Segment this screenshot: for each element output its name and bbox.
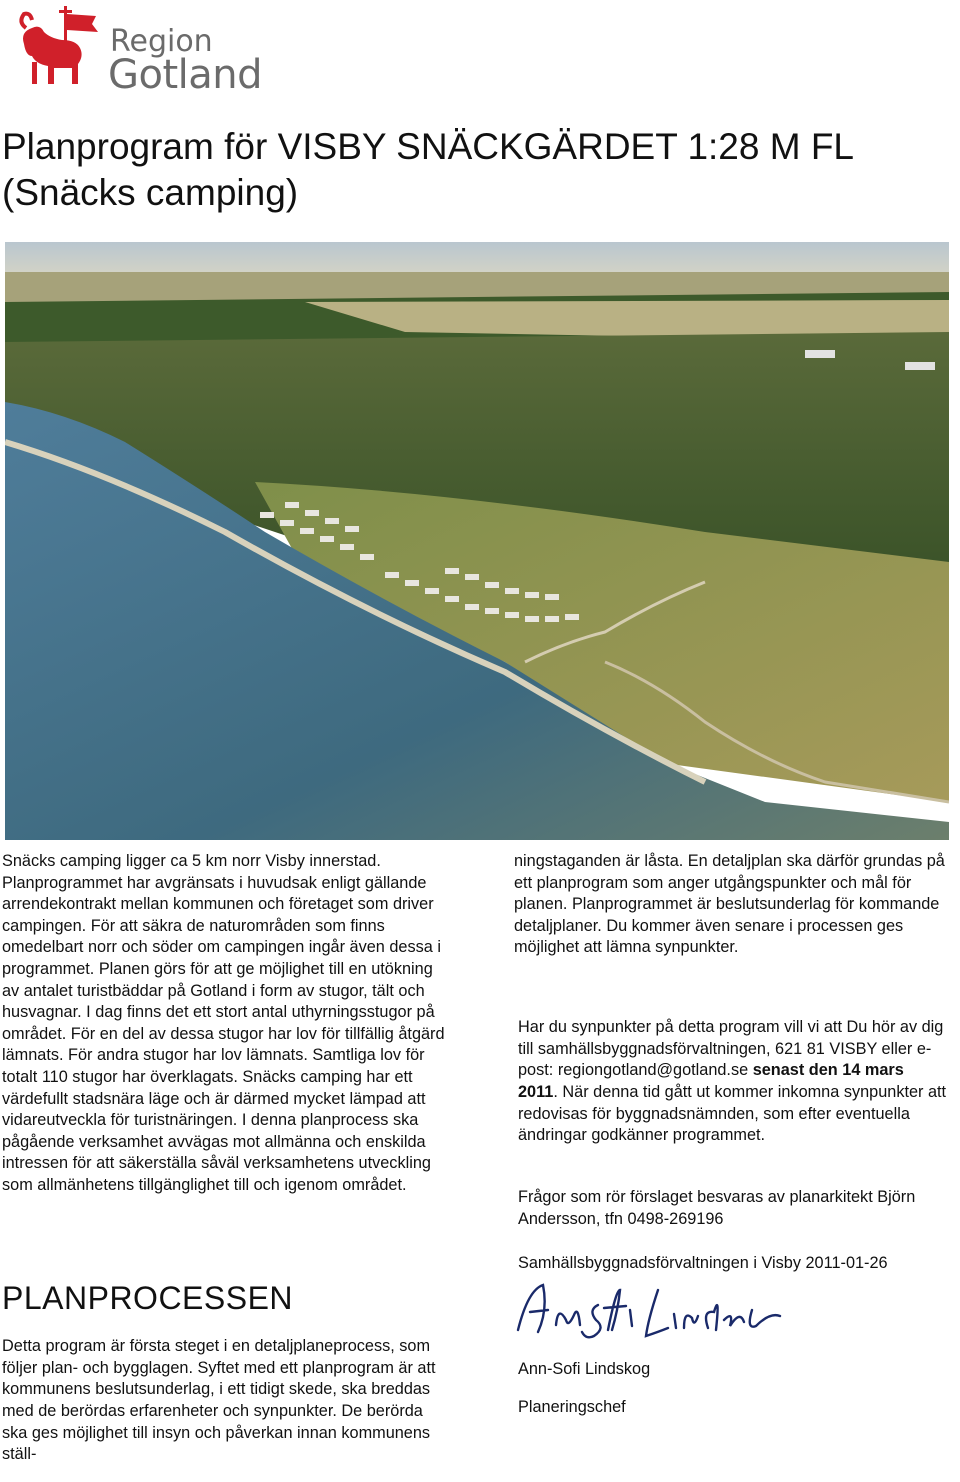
title-line-1: Planprogram för VISBY SNÄCKGÄRDET 1:28 M FL	[2, 126, 855, 167]
questions-text	[518, 1171, 948, 1247]
planprocessen-text	[2, 1320, 444, 1482]
handwritten-signature	[508, 1270, 798, 1350]
intro-text	[2, 851, 454, 1197]
intro-paragraph: Snäcks camping ligger ca 5 km norr Visby innerstad. Planprogrammet har avgränsats i huvudsak enligt gällande arrendekontrakt mellan kommunen och företaget som driver campingen. För att säkra de naturområden som finns omedelbart norr och söder om campingen ingår även dessa i programmet. Planen görs för att ge möjlighet till en utökning av antalet turistbäddar på Gotland i form av stugor, tält och husvagnar. I dag finns det ett stort antal uthyrningsstugor på området. För en del av dessa stugor har lov för tillfällig åtgärd lämnats. För andra stugor har lov lämnats. Samtliga lov för totalt 110 stugor har överklagats. Snäcks camping har ett värdefullt stadsnära läge och är därmed mycket lämpad att vidareutveckla för turistnäringen. I denna planprocess ska pågående verksamhet avvägas mot allmänna och enskilda intressen för att säkerställa såväl verksamhetens utveckling som allmänhetens tillgänglighet till och igenom området.	[2, 852, 445, 1194]
continuation-paragraph: ningstaganden är låsta. En detaljplan ska därför grundas på ett planprogram som anger utgångspunkter och mål för planen. Planprogrammet är beslutsunderlag för kommande detaljplaner. Du kommer även senare i processen ges möjlighet att lämna synpunkter.	[514, 852, 945, 957]
page-title	[2, 124, 952, 216]
logo-text-region: Region	[110, 24, 213, 59]
contact-text	[518, 1001, 948, 1163]
aerial-photo	[5, 242, 949, 840]
gotland-ram-icon	[14, 4, 102, 94]
contact-after: . När denna tid gått ut kommer inkomna synpunkter att redovisas för byggnadsnämnden, som efter eventuella ändringar godkänner programmet.	[518, 1083, 947, 1145]
aerial-photo-illustration	[5, 242, 949, 840]
questions-paragraph: Frågor som rör förslaget besvaras av planarkitekt Björn Andersson, tfn 0498-269196	[518, 1188, 916, 1228]
signer-name: Ann-Sofi Lindskog	[518, 1360, 651, 1379]
region-gotland-logo	[14, 4, 263, 98]
title-line-2: (Snäcks camping)	[2, 172, 299, 213]
signer	[518, 1343, 818, 1435]
dateline-paragraph: Samhällsbyggnadsförvaltningen i Visby 2011-01-26	[518, 1254, 888, 1273]
logo-text-gotland: Gotland	[108, 52, 263, 98]
signer-title: Planeringschef	[518, 1398, 626, 1417]
planprocessen-paragraph: Detta program är första steget i en detaljplaneprocess, som följer plan- och bygglagen. Syftet med ett planprogram är att kommunens beslutsunderlag, i ett tidigt skede, ska breddas med de berördas erfarenheter och synpunkter. De berörda ska ges möjlighet till insyn och påverkan innan kommunens ställ-	[2, 1337, 436, 1464]
planprocessen-heading: PLANPROCESSEN	[2, 1280, 294, 1316]
planprocessen-continuation	[514, 851, 958, 959]
deadline-text: senast den 14 mars 2011	[518, 1061, 904, 1102]
contact-intro: Har du synpunkter på detta program vill vi att Du hör av dig till samhällsbyggnadsförvaltningen, 621 81 VISBY eller e-post: regiongotland@gotland.se	[518, 1018, 944, 1080]
